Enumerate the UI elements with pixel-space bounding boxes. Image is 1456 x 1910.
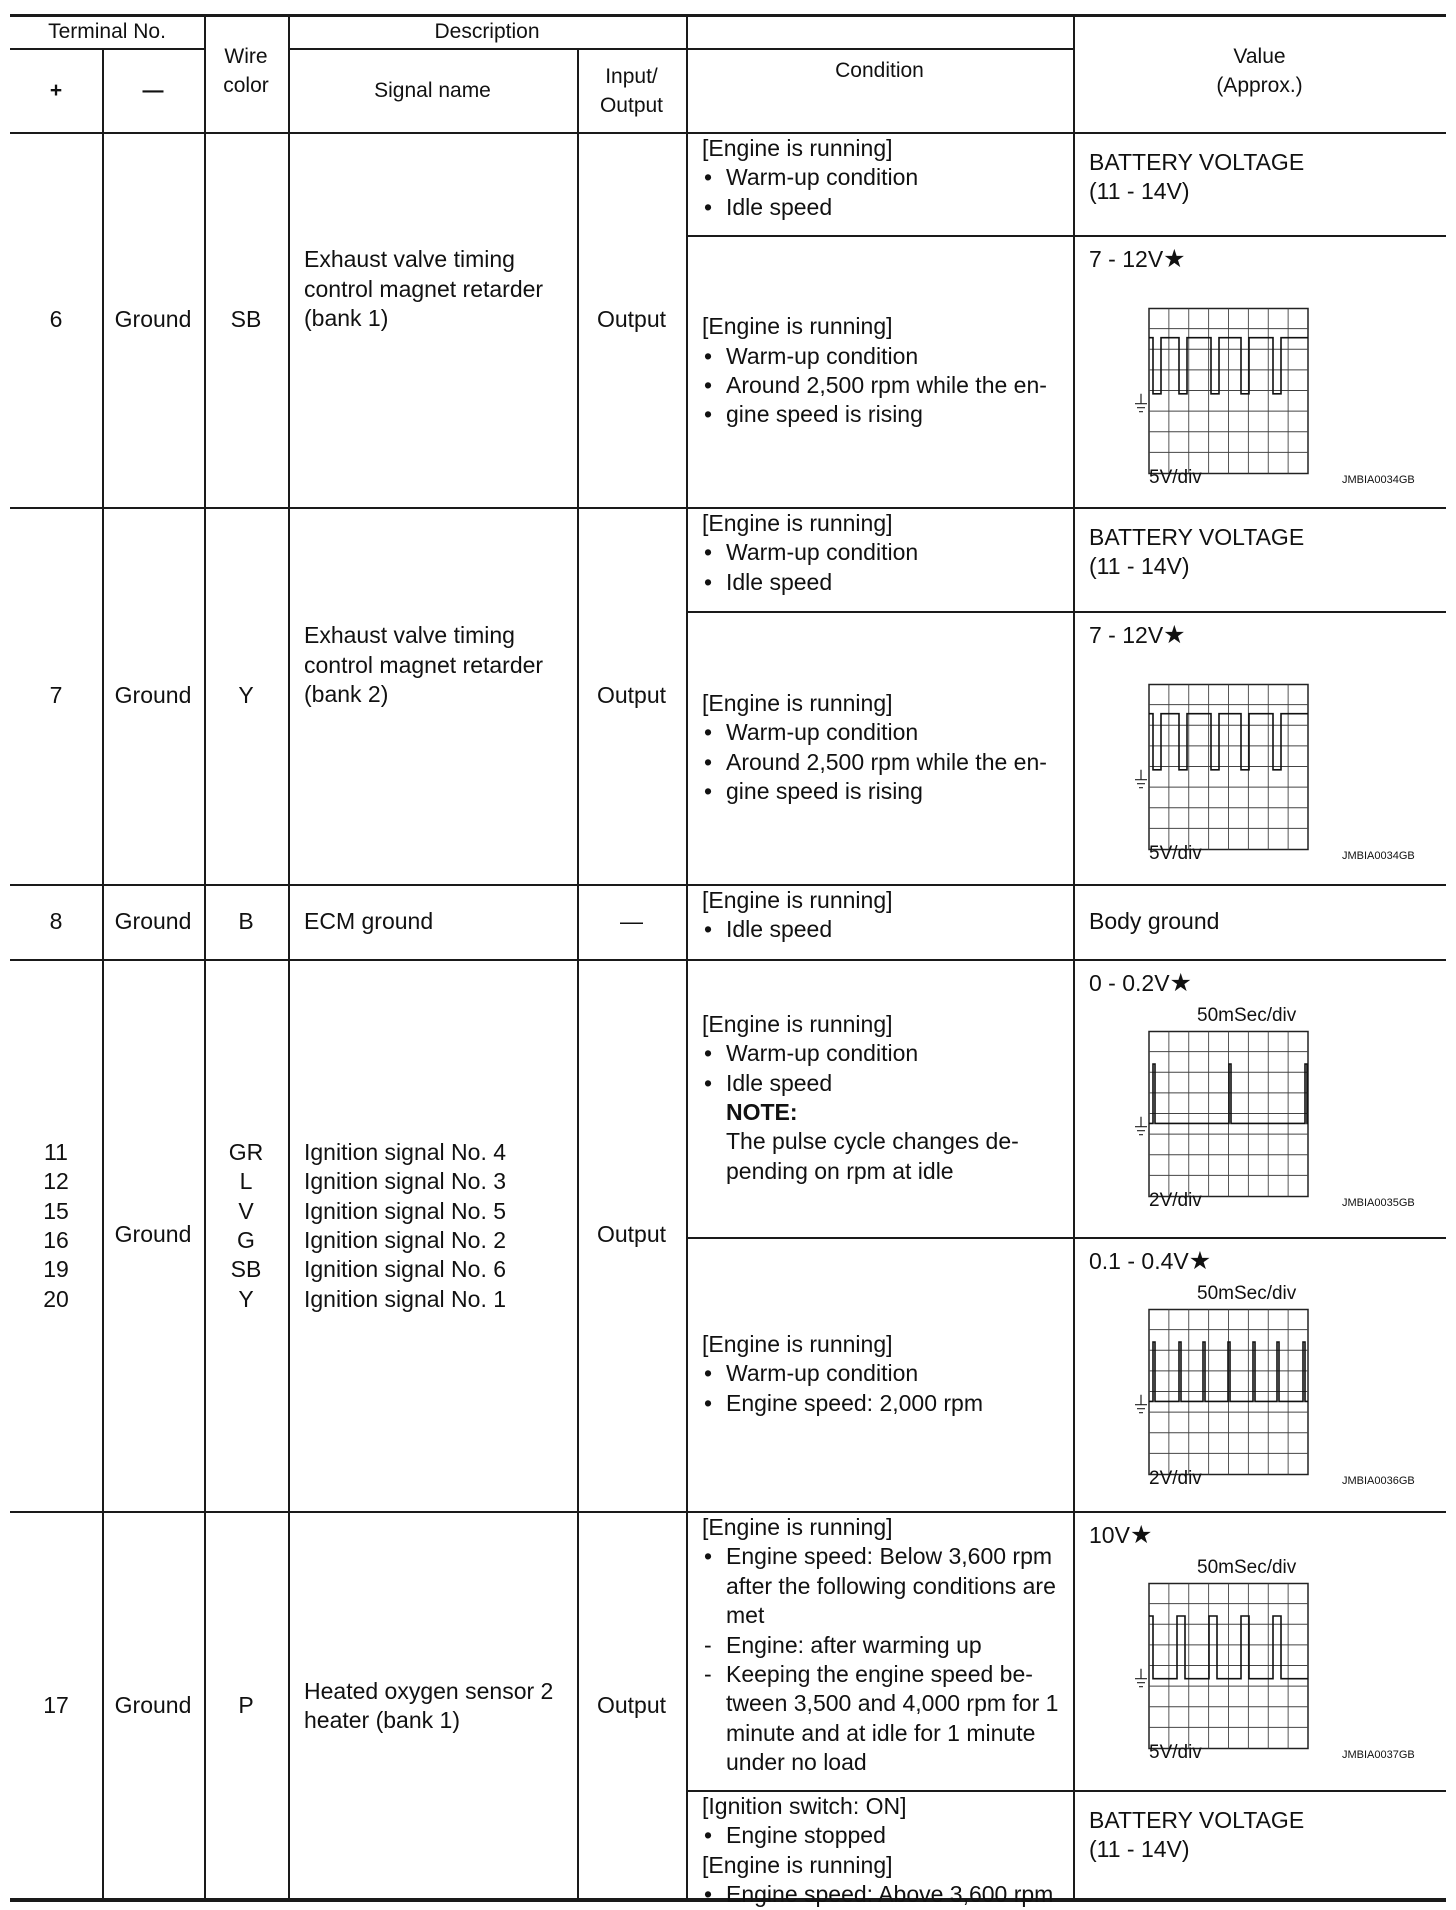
- volts-per-div-label: 2V/div: [1149, 1190, 1202, 1211]
- value-text: BATTERY VOLTAGE: [1089, 1807, 1305, 1833]
- header-output: Output: [599, 94, 664, 117]
- condition-item: Idle speed: [726, 193, 833, 220]
- wire-color: GR L V G SB Y: [228, 1138, 264, 1312]
- condition-item: NOTE:: [726, 1099, 798, 1125]
- bullet-mark: •: [704, 539, 713, 566]
- condition-item: Warm-up condition: [726, 1360, 919, 1387]
- header-signal-name: Signal name: [374, 79, 491, 102]
- bullet-mark: •: [704, 342, 713, 369]
- waveform-star-icon: ★: [1188, 1247, 1212, 1275]
- ground-symbol: [1135, 770, 1147, 788]
- bullet-mark: •: [704, 1069, 713, 1096]
- column-rule: [204, 14, 206, 1898]
- header-color: color: [223, 74, 269, 97]
- signal-name: control magnet retarder: [304, 651, 544, 678]
- signal-name: heater (bank 1): [304, 1707, 460, 1733]
- oscilloscope-graph: [1124, 684, 1364, 853]
- waveform-star-icon: ★: [1129, 1521, 1153, 1549]
- value-text: 10V★: [1089, 1521, 1153, 1549]
- ground-symbol: [1135, 1117, 1147, 1135]
- bullet-mark: •: [704, 916, 713, 943]
- volts-per-div-label: 5V/div: [1149, 1742, 1202, 1763]
- condition-item: The pulse cycle changes de-: [726, 1128, 1019, 1155]
- terminal-table: [10, 14, 1446, 1908]
- terminal-plus: 17: [43, 1692, 69, 1719]
- waveform-star-icon: ★: [1163, 245, 1186, 273]
- signal-name: ECM ground: [304, 907, 434, 934]
- value-text: 7 - 12V★: [1089, 621, 1186, 649]
- signal-name: Heated oxygen sensor 2: [304, 1677, 554, 1704]
- wire-color: B: [238, 907, 254, 934]
- column-rule: [686, 14, 688, 1898]
- condition-item: pending on rpm at idle: [726, 1157, 954, 1184]
- header-input: Input/: [605, 65, 658, 88]
- input-output: —: [620, 907, 643, 934]
- condition-rule: [686, 1237, 1446, 1239]
- figure-code: JMBIA0037GB: [1342, 1749, 1415, 1761]
- signal-name: control magnet retarder: [304, 275, 544, 302]
- condition-item: Engine stopped: [726, 1822, 886, 1849]
- terminal-minus: Ground: [114, 305, 192, 332]
- value-text: (11 - 14V): [1089, 178, 1190, 205]
- wire-color: SB: [230, 305, 262, 332]
- figure-code: JMBIA0036GB: [1342, 1475, 1415, 1487]
- condition-heading: [Engine is running]: [702, 689, 893, 716]
- condition-heading: [Ignition switch: ON]: [702, 1793, 907, 1819]
- signal-name: Ignition signal No. 4: [304, 1138, 507, 1165]
- condition-item: Engine speed: 2,000 rpm: [726, 1389, 984, 1416]
- condition-heading: [Engine is running]: [702, 135, 893, 161]
- condition-heading: [Engine is running]: [702, 1010, 893, 1037]
- value-text: 7 - 12V★: [1089, 245, 1186, 273]
- time-per-div-label: 50mSec/div: [1197, 1283, 1297, 1304]
- header-plus: +: [49, 79, 63, 102]
- column-rule: [288, 14, 290, 1898]
- ground-symbol: [1135, 1395, 1147, 1413]
- terminal-plus: 7: [49, 681, 63, 708]
- condition-item: Warm-up condition: [726, 539, 919, 566]
- header-sub-rule: [288, 48, 1073, 50]
- bullet-mark: •: [704, 1543, 713, 1570]
- figure-code: JMBIA0034GB: [1342, 850, 1415, 862]
- bullet-mark: •: [704, 1040, 713, 1067]
- oscilloscope-graph: [1124, 308, 1364, 477]
- oscilloscope-graph: [1124, 1309, 1364, 1478]
- value-text: (11 - 14V): [1089, 1836, 1190, 1863]
- input-output: Output: [596, 1692, 667, 1719]
- terminal-minus: Ground: [114, 1221, 192, 1248]
- wire-color: P: [238, 1692, 254, 1719]
- value-text: (11 - 14V): [1089, 553, 1190, 580]
- scope-waveform: [1149, 1064, 1308, 1123]
- header-terminal-no: Terminal No.: [48, 20, 166, 43]
- condition-item: gine speed is rising: [726, 777, 923, 804]
- terminal-plus: 8: [49, 907, 63, 934]
- signal-name: Ignition signal No. 1: [304, 1285, 507, 1312]
- time-per-div-label: 50mSec/div: [1197, 1557, 1297, 1578]
- condition-item: Warm-up condition: [726, 342, 919, 369]
- value-text: Body ground: [1089, 907, 1220, 934]
- figure-code: JMBIA0035GB: [1342, 1197, 1415, 1209]
- signal-name: Ignition signal No. 2: [304, 1227, 507, 1253]
- waveform-star-icon: ★: [1169, 969, 1192, 997]
- condition-heading: [Engine is running]: [702, 510, 893, 536]
- condition-heading: [Engine is running]: [702, 1514, 893, 1540]
- volts-per-div-label: 2V/div: [1149, 1468, 1202, 1489]
- value-text: 0.1 - 0.4V★: [1089, 1247, 1212, 1275]
- signal-name: Ignition signal No. 6: [304, 1256, 507, 1283]
- volts-per-div-label: 5V/div: [1149, 467, 1202, 488]
- table-top-border: [10, 14, 1446, 17]
- bullet-mark: •: [704, 1822, 713, 1849]
- condition-item: met: [726, 1602, 765, 1629]
- time-per-div-label: 50mSec/div: [1197, 1005, 1297, 1026]
- bullet-mark: •: [704, 748, 713, 775]
- condition-item: tween 3,500 and 4,000 rpm for 1: [726, 1690, 1059, 1717]
- bullet-mark: •: [704, 1389, 713, 1416]
- bullet-mark: •: [704, 1360, 713, 1387]
- bullet-mark: •: [704, 372, 713, 398]
- input-output: Output: [596, 305, 667, 332]
- condition-item: Around 2,500 rpm while the en-: [726, 372, 1047, 398]
- bullet-mark: •: [704, 568, 713, 595]
- bullet-mark: •: [704, 1881, 713, 1908]
- condition-item: Warm-up condition: [726, 164, 919, 191]
- bullet-mark: •: [704, 401, 713, 428]
- input-output: Output: [596, 1221, 667, 1248]
- condition-heading: [Engine is running]: [702, 887, 893, 913]
- header-minus: —: [142, 79, 164, 102]
- signal-name: Exhaust valve timing: [304, 246, 515, 273]
- oscilloscope-graph: [1124, 1583, 1364, 1752]
- row-rule: [10, 959, 1446, 961]
- value-text: BATTERY VOLTAGE: [1089, 149, 1305, 175]
- value-text: 0 - 0.2V★: [1089, 969, 1192, 997]
- figure-code: JMBIA0034GB: [1342, 474, 1415, 486]
- condition-item: Idle speed: [726, 916, 833, 943]
- terminal-plus: 11 12 15 16 19 20: [43, 1138, 69, 1312]
- terminal-minus: Ground: [114, 681, 192, 708]
- bullet-mark: •: [704, 164, 713, 191]
- header-sub-rule: [10, 48, 204, 50]
- condition-item: Engine: after warming up: [726, 1631, 982, 1658]
- header-condition: Condition: [835, 59, 924, 82]
- condition-item: Idle speed: [726, 568, 833, 595]
- condition-heading: [Engine is running]: [702, 313, 893, 340]
- signal-name: (bank 2): [304, 681, 389, 708]
- bullet-mark: -: [704, 1631, 712, 1658]
- signal-name: Exhaust valve timing: [304, 622, 515, 649]
- header-wire: Wire: [224, 45, 268, 68]
- condition-item: under no load: [726, 1749, 867, 1776]
- condition-item: Around 2,500 rpm while the en-: [726, 748, 1047, 775]
- condition-heading: [Engine is running]: [702, 1330, 893, 1357]
- condition-item: after the following conditions are: [726, 1572, 1056, 1599]
- condition-item: Warm-up condition: [726, 1040, 919, 1067]
- bullet-mark: •: [704, 777, 713, 804]
- condition-item: Warm-up condition: [726, 719, 919, 746]
- bullet-mark: •: [704, 719, 713, 746]
- condition-item: Idle speed: [726, 1069, 833, 1096]
- header-description: Description: [434, 20, 540, 43]
- condition-item: gine speed is rising: [726, 401, 923, 428]
- ground-symbol: [1135, 394, 1147, 412]
- condition-item: Engine speed: Below 3,600 rpm: [726, 1543, 1053, 1570]
- value-text: BATTERY VOLTAGE: [1089, 524, 1305, 550]
- column-rule: [1073, 14, 1075, 1898]
- signal-name: Ignition signal No. 5: [304, 1197, 507, 1224]
- bullet-mark: -: [704, 1661, 712, 1687]
- header-approx: (Approx.): [1216, 74, 1303, 97]
- signal-name: (bank 1): [304, 305, 389, 332]
- condition-item: Engine speed: Above 3,600 rpm: [726, 1881, 1054, 1908]
- waveform-star-icon: ★: [1163, 621, 1186, 649]
- condition-rule: [686, 611, 1446, 613]
- header-value: Value: [1233, 45, 1286, 68]
- wire-color: Y: [238, 681, 254, 708]
- oscilloscope-graph: [1124, 1031, 1364, 1200]
- volts-per-div-label: 5V/div: [1149, 843, 1202, 864]
- condition-heading: [Engine is running]: [702, 1851, 893, 1878]
- ground-symbol: [1135, 1669, 1147, 1687]
- condition-rule: [686, 235, 1446, 237]
- condition-item: minute and at idle for 1 minute: [726, 1719, 1036, 1746]
- input-output: Output: [596, 681, 667, 708]
- signal-name: Ignition signal No. 3: [304, 1168, 507, 1195]
- condition-item: Keeping the engine speed be-: [726, 1661, 1033, 1687]
- terminal-minus: Ground: [114, 1692, 192, 1719]
- bullet-mark: •: [704, 193, 713, 220]
- scope-waveform: [1149, 1342, 1308, 1401]
- terminal-plus: 6: [49, 305, 63, 332]
- terminal-minus: Ground: [114, 907, 192, 934]
